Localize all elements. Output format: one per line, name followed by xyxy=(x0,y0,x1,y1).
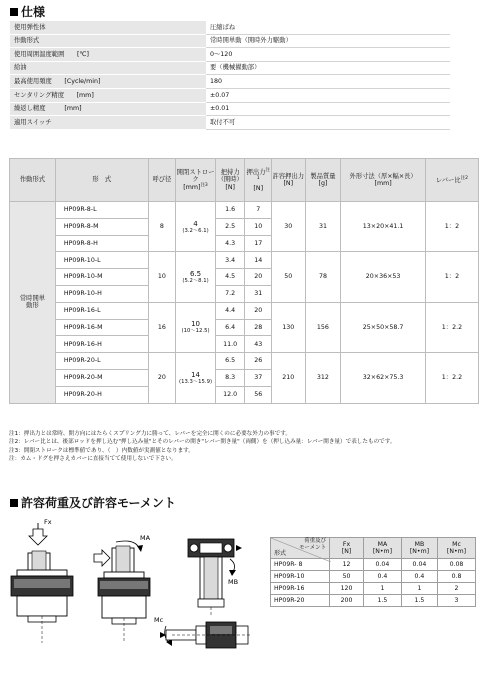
spec-label: 給油 xyxy=(10,61,206,75)
load-mb-cell: 1.5 xyxy=(401,594,437,606)
lever-ratio-cell: 1：2 xyxy=(425,252,478,302)
allowable-push-cell: 130 xyxy=(271,302,305,352)
nominal-cell: 20 xyxy=(148,353,176,403)
push-cell: 7 xyxy=(245,202,272,219)
dimensions-cell: 32×62×75.3 xyxy=(341,353,426,403)
spec-table xyxy=(10,21,450,130)
mc-moment-diagram xyxy=(152,612,252,662)
grip-cell: 3.4 xyxy=(215,252,245,269)
spec-label: 使用周囲温度範囲 [℃] xyxy=(10,48,206,62)
table-row xyxy=(271,594,476,606)
load-fx-cell: 120 xyxy=(330,582,364,594)
mass-cell: 31 xyxy=(305,202,341,252)
push-cell: 56 xyxy=(245,386,272,403)
load-header-fx: Fx [N] xyxy=(330,538,364,559)
header-dimensions: 外形寸法（厚×幅×長） [mm] xyxy=(341,159,426,202)
stroke-cell: 14 (13.3〜15.9) xyxy=(176,353,216,403)
push-cell: 28 xyxy=(245,319,272,336)
push-cell: 14 xyxy=(245,252,272,269)
load-mc-cell: 3 xyxy=(437,594,475,606)
table-row xyxy=(10,302,479,319)
load-table-header xyxy=(271,538,476,559)
grip-cell: 11.0 xyxy=(215,336,245,353)
note-4: 注：カム・ドグを押さえカバーに直接当てて使用しないで下さい。 xyxy=(9,455,177,462)
table-row xyxy=(271,570,476,582)
note-1: 注1：押出力とは常時、開方向にはたらくスプリング力に勝って、レバーを完全に開くのに必要な外力の事です。 xyxy=(9,431,291,437)
square-bullet-icon xyxy=(10,8,18,16)
model-cell: HP09R-8-H xyxy=(55,235,148,252)
allowable-push-cell: 50 xyxy=(271,252,305,302)
grip-cell: 6.5 xyxy=(215,353,245,370)
push-cell: 17 xyxy=(245,235,272,252)
model-cell: HP09R-10-L xyxy=(55,252,148,269)
grip-cell: 2.5 xyxy=(215,218,245,235)
stroke-cell: 6.5 (5.2〜8.1) xyxy=(176,252,216,302)
model-table xyxy=(9,158,479,404)
load-header-ma: MA [N•m] xyxy=(363,538,401,559)
model-table-header xyxy=(10,159,479,202)
mc-label: Mc xyxy=(154,616,164,624)
spec-value: ±0.01 xyxy=(206,102,450,116)
spec-label: 適用スイッチ xyxy=(10,116,206,130)
mb-moment-diagram xyxy=(180,535,248,615)
load-ma-cell: 1.5 xyxy=(363,594,401,606)
mb-arrow-icon xyxy=(236,545,242,551)
load-fx-cell: 12 xyxy=(330,558,364,570)
grip-cell: 6.4 xyxy=(215,319,245,336)
load-mc-cell: 0.08 xyxy=(437,558,475,570)
load-mb-cell: 1 xyxy=(401,582,437,594)
note-3: 注3：開閉ストロークは標準値であり、（ ）内数値が実測値となります。 xyxy=(9,447,194,454)
push-cell: 20 xyxy=(245,269,272,286)
header-model: 形 式 xyxy=(55,159,148,202)
spec-label: 作動形式 xyxy=(10,34,206,48)
fx-label: Fx xyxy=(44,518,52,526)
table-row xyxy=(10,353,479,370)
header-allowable-push: 許容押出力 [N] xyxy=(271,159,305,202)
stroke-cell: 10 (10〜12.5) xyxy=(176,302,216,352)
header-push: 押出力$^{注1}$ [N] xyxy=(245,159,272,202)
header-nominal: 呼び径 xyxy=(148,159,176,202)
nominal-cell: 10 xyxy=(148,252,176,302)
table-row xyxy=(271,582,476,594)
load-model-cell: HP09R-20 xyxy=(271,594,330,606)
table-row xyxy=(10,252,479,269)
grip-cell: 12.0 xyxy=(215,386,245,403)
model-cell: HP09R-8-L xyxy=(55,202,148,219)
allowable-push-cell: 210 xyxy=(271,353,305,403)
load-mb-cell: 0.4 xyxy=(401,570,437,582)
grip-cell: 8.3 xyxy=(215,369,245,386)
action-type-cell: 常時開単動形 xyxy=(10,202,56,404)
push-cell: 10 xyxy=(245,218,272,235)
load-header-corner: 荷重及び モーメント 形式 xyxy=(271,538,330,559)
allowable-push-cell: 30 xyxy=(271,202,305,252)
table-row xyxy=(10,202,479,219)
nominal-cell: 8 xyxy=(148,202,176,252)
model-cell: HP09R-16-H xyxy=(55,336,148,353)
grip-cell: 4.5 xyxy=(215,269,245,286)
mass-cell: 78 xyxy=(305,252,341,302)
grip-cell: 4.3 xyxy=(215,235,245,252)
mass-cell: 312 xyxy=(305,353,341,403)
fx-arrow-icon xyxy=(29,529,47,545)
stroke-cell: 4 (3.2〜6.1) xyxy=(176,202,216,252)
lever-ratio-cell: 1：2.2 xyxy=(425,353,478,403)
spec-label: 最高使用頻度 [Cycle/min] xyxy=(10,75,206,89)
load-fx-cell: 200 xyxy=(330,594,364,606)
mass-cell: 156 xyxy=(305,302,341,352)
spec-row xyxy=(10,75,450,89)
dimensions-cell: 20×36×53 xyxy=(341,252,426,302)
load-mc-cell: 2 xyxy=(437,582,475,594)
spec-section-title: 仕様 xyxy=(10,3,45,20)
header-mass: 製品質量 [g] xyxy=(305,159,341,202)
header-grip: 把持力（開時） [N] xyxy=(215,159,245,202)
spec-value: 180 xyxy=(206,75,450,89)
load-ma-cell: 0.4 xyxy=(363,570,401,582)
spec-row xyxy=(10,116,450,130)
nominal-cell: 16 xyxy=(148,302,176,352)
spec-value: ±0.07 xyxy=(206,88,450,102)
notes xyxy=(9,430,396,463)
mb-rotate-arrow-icon xyxy=(229,570,236,576)
model-cell: HP09R-10-M xyxy=(55,269,148,286)
spec-label: センタリング精度 [mm] xyxy=(10,88,206,102)
spec-row xyxy=(10,48,450,62)
model-cell: HP09R-16-L xyxy=(55,302,148,319)
spec-row xyxy=(10,61,450,75)
load-section-title: 許容荷重及び許容モーメント xyxy=(10,494,176,511)
load-model-cell: HP09R-16 xyxy=(271,582,330,594)
header-action-type: 作動形式 xyxy=(10,159,56,202)
model-cell: HP09R-16-M xyxy=(55,319,148,336)
push-cell: 26 xyxy=(245,353,272,370)
grip-cell: 1.6 xyxy=(215,202,245,219)
load-header-mc: Mc [N•m] xyxy=(437,538,475,559)
load-model-cell: HP09R- 8 xyxy=(271,558,330,570)
grip-cell: 4.4 xyxy=(215,302,245,319)
ma-push-arrow-icon xyxy=(94,550,110,566)
lever-ratio-cell: 1：2.2 xyxy=(425,302,478,352)
spec-value: 常時開単動（開時外力駆動） xyxy=(206,34,450,48)
note-2: 注2：レバー比とは、後部ロッドを押し込む"押し込み量"とそのレバーの開き"レバー開き量"（両側）を（押し込み量：レバー開き量）で表したものです。 xyxy=(9,439,396,446)
load-fx-cell: 50 xyxy=(330,570,364,582)
square-bullet-icon xyxy=(10,499,18,507)
lever-ratio-cell: 1：2 xyxy=(425,202,478,252)
header-stroke: 開閉ストローク [mm]$^{注3}$ xyxy=(176,159,216,202)
model-cell: HP09R-20-H xyxy=(55,386,148,403)
spec-row xyxy=(10,88,450,102)
fx-load-diagram xyxy=(8,515,80,643)
load-header-mb: MB [N•m] xyxy=(401,538,437,559)
grip-cell: 7.2 xyxy=(215,285,245,302)
spec-label: 使用弾性体 xyxy=(10,21,206,34)
load-ma-cell: 1 xyxy=(363,582,401,594)
spec-value: 0〜120 xyxy=(206,48,450,62)
model-cell: HP09R-8-M xyxy=(55,218,148,235)
push-cell: 37 xyxy=(245,369,272,386)
ma-moment-diagram xyxy=(92,532,158,644)
spec-row xyxy=(10,21,450,34)
load-mc-cell: 0.8 xyxy=(437,570,475,582)
spec-row xyxy=(10,34,450,48)
load-table xyxy=(270,537,476,607)
ma-rotate-arrow-icon xyxy=(137,545,143,552)
mb-label: MB xyxy=(228,578,239,586)
push-cell: 20 xyxy=(245,302,272,319)
header-lever-ratio: レバー比$^{注2}$ xyxy=(425,159,478,202)
spec-value: 要（機械擢動部） xyxy=(206,61,450,75)
push-cell: 43 xyxy=(245,336,272,353)
ma-label: MA xyxy=(140,534,151,542)
load-model-cell: HP09R-10 xyxy=(271,570,330,582)
model-cell: HP09R-10-H xyxy=(55,285,148,302)
model-cell: HP09R-20-L xyxy=(55,353,148,370)
dimensions-cell: 25×50×58.7 xyxy=(341,302,426,352)
load-ma-cell: 0.04 xyxy=(363,558,401,570)
spec-label: 繰返し精度 [mm] xyxy=(10,102,206,116)
spec-value: 圧縮ばね xyxy=(206,21,450,34)
spec-row xyxy=(10,102,450,116)
load-mb-cell: 0.04 xyxy=(401,558,437,570)
dimensions-cell: 13×20×41.1 xyxy=(341,202,426,252)
spec-value: 取付不可 xyxy=(206,116,450,130)
push-cell: 31 xyxy=(245,285,272,302)
model-cell: HP09R-20-M xyxy=(55,369,148,386)
